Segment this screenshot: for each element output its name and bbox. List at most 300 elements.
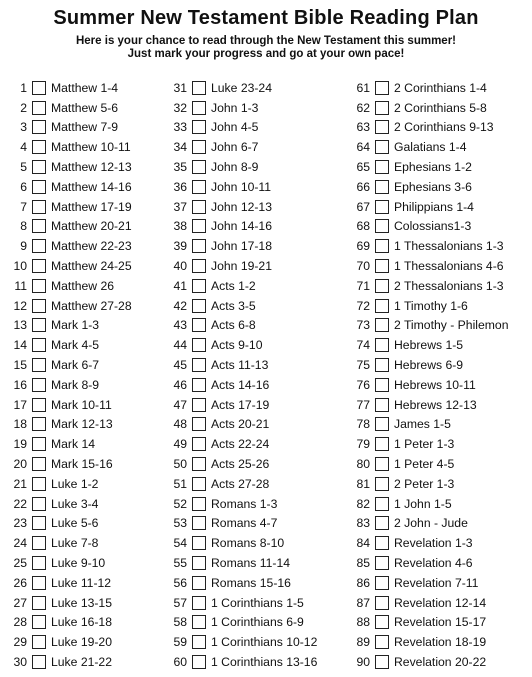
reading-label: Romans 1-3 xyxy=(211,496,278,511)
progress-checkbox[interactable] xyxy=(375,378,389,392)
progress-checkbox[interactable] xyxy=(375,497,389,511)
progress-checkbox[interactable] xyxy=(32,635,46,649)
progress-checkbox[interactable] xyxy=(375,259,389,273)
day-number: 13 xyxy=(13,318,27,333)
reading-label: 1 Thessalonians 4-6 xyxy=(394,259,504,274)
progress-checkbox[interactable] xyxy=(32,160,46,174)
progress-checkbox[interactable] xyxy=(192,615,206,629)
reading-row xyxy=(349,533,508,553)
progress-checkbox[interactable] xyxy=(192,437,206,451)
progress-checkbox[interactable] xyxy=(375,556,389,570)
day-number: 66 xyxy=(356,179,370,194)
day-number: 41 xyxy=(173,278,187,293)
reading-row xyxy=(349,157,508,177)
reading-row xyxy=(349,632,508,652)
reading-label: Revelation 15-17 xyxy=(394,615,487,630)
progress-checkbox[interactable] xyxy=(192,556,206,570)
reading-row xyxy=(349,434,508,454)
reading-row xyxy=(349,415,508,435)
reading-row xyxy=(349,118,508,138)
progress-checkbox[interactable] xyxy=(192,299,206,313)
progress-checkbox[interactable] xyxy=(375,615,389,629)
reading-row xyxy=(349,276,508,296)
reading-label: Acts 1-2 xyxy=(211,278,256,293)
day-number: 44 xyxy=(173,338,187,353)
reading-label: Hebrews 6-9 xyxy=(394,358,464,373)
day-number: 73 xyxy=(356,318,370,333)
reading-label: Ephesians 3-6 xyxy=(394,179,472,194)
day-number: 80 xyxy=(356,457,370,472)
reading-label: 1 John 1-5 xyxy=(394,496,452,511)
progress-checkbox[interactable] xyxy=(375,358,389,372)
reading-label: Luke 5-6 xyxy=(51,516,99,531)
day-number: 40 xyxy=(173,259,187,274)
progress-checkbox[interactable] xyxy=(375,635,389,649)
reading-row xyxy=(10,553,132,573)
reading-row xyxy=(165,177,317,197)
progress-checkbox[interactable] xyxy=(32,378,46,392)
page-title: Summer New Testament Bible Reading Plan xyxy=(53,7,479,29)
day-number: 42 xyxy=(173,298,187,313)
reading-label: Hebrews 10-11 xyxy=(394,377,476,392)
reading-row xyxy=(349,98,508,118)
reading-row xyxy=(165,137,317,157)
day-number: 63 xyxy=(356,120,370,135)
reading-row xyxy=(10,137,132,157)
reading-label: 1 Corinthians 6-9 xyxy=(211,615,304,630)
reading-row xyxy=(165,256,317,276)
reading-row xyxy=(10,474,132,494)
progress-checkbox[interactable] xyxy=(192,140,206,154)
day-number: 60 xyxy=(173,655,187,669)
reading-row xyxy=(349,355,508,375)
reading-row xyxy=(349,217,508,237)
day-number: 62 xyxy=(356,100,370,115)
reading-row xyxy=(165,157,317,177)
progress-checkbox[interactable] xyxy=(32,358,46,372)
reading-label: 2 Timothy - Philemon xyxy=(394,318,509,333)
reading-row xyxy=(165,434,317,454)
reading-row xyxy=(349,553,508,573)
progress-checkbox[interactable] xyxy=(192,596,206,610)
progress-checkbox[interactable] xyxy=(375,655,389,669)
reading-label: 2 Thessalonians 1-3 xyxy=(394,278,504,293)
day-number: 86 xyxy=(356,575,370,590)
reading-label: Matthew 1-4 xyxy=(51,80,119,95)
day-number: 52 xyxy=(173,496,187,511)
reading-label: Philippians 1-4 xyxy=(394,199,474,214)
progress-checkbox[interactable] xyxy=(32,417,46,431)
progress-checkbox[interactable] xyxy=(192,655,206,669)
reading-row xyxy=(165,236,317,256)
progress-checkbox[interactable] xyxy=(192,101,206,115)
progress-checkbox[interactable] xyxy=(375,279,389,293)
reading-label: Romans 11-14 xyxy=(211,556,291,571)
reading-row xyxy=(10,434,132,454)
progress-checkbox[interactable] xyxy=(32,536,46,550)
day-number: 83 xyxy=(356,516,370,531)
reading-label: John 19-21 xyxy=(211,259,272,274)
reading-row xyxy=(349,177,508,197)
progress-checkbox[interactable] xyxy=(192,259,206,273)
day-number: 67 xyxy=(356,199,370,214)
reading-row xyxy=(165,494,317,514)
reading-row xyxy=(349,395,508,415)
progress-checkbox[interactable] xyxy=(32,120,46,134)
progress-checkbox[interactable] xyxy=(192,477,206,491)
reading-label: Romans 8-10 xyxy=(211,536,285,551)
reading-row xyxy=(10,375,132,395)
reading-label: Mark 15-16 xyxy=(51,457,113,472)
reading-label: Acts 22-24 xyxy=(211,437,270,452)
reading-row xyxy=(10,256,132,276)
day-number: 64 xyxy=(356,140,370,155)
day-number: 26 xyxy=(13,575,27,590)
reading-label: Luke 9-10 xyxy=(51,556,106,571)
reading-row xyxy=(165,533,317,553)
progress-checkbox[interactable] xyxy=(375,477,389,491)
reading-row xyxy=(10,177,132,197)
day-number: 58 xyxy=(173,615,187,630)
day-number: 28 xyxy=(13,615,27,630)
progress-checkbox[interactable] xyxy=(32,200,46,214)
day-number: 3 xyxy=(20,120,27,135)
reading-row xyxy=(10,454,132,474)
day-number: 78 xyxy=(356,417,370,432)
reading-label: Luke 19-20 xyxy=(51,635,112,650)
progress-checkbox[interactable] xyxy=(192,120,206,134)
reading-label: Mark 4-5 xyxy=(51,338,100,353)
reading-row xyxy=(10,613,132,633)
reading-row xyxy=(165,573,317,593)
day-number: 36 xyxy=(173,179,187,194)
progress-checkbox[interactable] xyxy=(192,160,206,174)
reading-row xyxy=(165,197,317,217)
reading-label: 1 Timothy 1-6 xyxy=(394,298,468,313)
progress-checkbox[interactable] xyxy=(32,457,46,471)
reading-label: Acts 27-28 xyxy=(211,476,270,491)
reading-label: Matthew 5-6 xyxy=(51,100,119,115)
day-number: 1 xyxy=(20,80,27,95)
progress-checkbox[interactable] xyxy=(32,338,46,352)
subtitle-line-2: Just mark your progress and go at your own pace! xyxy=(127,48,405,60)
reading-label: 1 Corinthians 13-16 xyxy=(211,655,318,669)
progress-checkbox[interactable] xyxy=(192,378,206,392)
page-subtitle xyxy=(0,35,532,61)
reading-row xyxy=(10,573,132,593)
progress-checkbox[interactable] xyxy=(192,239,206,253)
reading-row xyxy=(165,632,317,652)
reading-label: Matthew 22-23 xyxy=(51,239,132,254)
progress-checkbox[interactable] xyxy=(375,101,389,115)
progress-checkbox[interactable] xyxy=(375,180,389,194)
progress-checkbox[interactable] xyxy=(375,299,389,313)
reading-label: Matthew 27-28 xyxy=(51,298,132,313)
reading-label: John 6-7 xyxy=(211,140,259,155)
reading-row xyxy=(10,217,132,237)
reading-row xyxy=(349,652,508,672)
progress-checkbox[interactable] xyxy=(32,596,46,610)
reading-row xyxy=(165,593,317,613)
day-number: 68 xyxy=(356,219,370,234)
progress-checkbox[interactable] xyxy=(375,318,389,332)
reading-row xyxy=(349,316,508,336)
reading-row xyxy=(349,494,508,514)
day-number: 2 xyxy=(20,100,27,115)
day-number: 59 xyxy=(173,635,187,650)
progress-checkbox[interactable] xyxy=(32,318,46,332)
reading-label: Mark 12-13 xyxy=(51,417,113,432)
progress-checkbox[interactable] xyxy=(32,101,46,115)
reading-row xyxy=(349,613,508,633)
day-number: 32 xyxy=(173,100,187,115)
reading-label: Luke 7-8 xyxy=(51,536,99,551)
day-number: 84 xyxy=(356,536,370,551)
progress-checkbox[interactable] xyxy=(375,417,389,431)
day-number: 21 xyxy=(13,476,27,491)
reading-row xyxy=(10,118,132,138)
reading-label: Romans 15-16 xyxy=(211,575,291,590)
progress-checkbox[interactable] xyxy=(375,457,389,471)
reading-row xyxy=(10,533,132,553)
reading-row xyxy=(165,98,317,118)
progress-checkbox[interactable] xyxy=(375,239,389,253)
progress-checkbox[interactable] xyxy=(375,200,389,214)
reading-row xyxy=(10,355,132,375)
reading-label: Hebrews 1-5 xyxy=(394,338,464,353)
progress-checkbox[interactable] xyxy=(375,160,389,174)
progress-checkbox[interactable] xyxy=(192,417,206,431)
reading-label: Revelation 4-6 xyxy=(394,556,473,571)
day-number: 71 xyxy=(356,278,370,293)
reading-row xyxy=(349,514,508,534)
reading-label: Luke 1-2 xyxy=(51,476,99,491)
reading-label: Acts 14-16 xyxy=(211,377,270,392)
reading-row xyxy=(165,118,317,138)
day-number: 45 xyxy=(173,358,187,373)
progress-checkbox[interactable] xyxy=(192,338,206,352)
reading-row xyxy=(10,652,132,672)
reading-row xyxy=(349,256,508,276)
reading-label: John 8-9 xyxy=(211,160,259,175)
reading-label: Revelation 20-22 xyxy=(394,655,487,669)
progress-checkbox[interactable] xyxy=(192,576,206,590)
day-number: 79 xyxy=(356,437,370,452)
progress-checkbox[interactable] xyxy=(32,615,46,629)
day-number: 25 xyxy=(13,556,27,571)
reading-label: Mark 14 xyxy=(51,437,96,452)
progress-checkbox[interactable] xyxy=(192,635,206,649)
progress-checkbox[interactable] xyxy=(375,576,389,590)
progress-checkbox[interactable] xyxy=(32,477,46,491)
progress-checkbox[interactable] xyxy=(192,200,206,214)
day-number: 70 xyxy=(356,259,370,274)
reading-row xyxy=(10,98,132,118)
progress-checkbox[interactable] xyxy=(32,556,46,570)
reading-label: Acts 6-8 xyxy=(211,318,256,333)
day-number: 34 xyxy=(173,140,187,155)
reading-row xyxy=(10,197,132,217)
reading-column-2 xyxy=(165,78,317,672)
reading-label: John 10-11 xyxy=(211,179,272,194)
progress-checkbox[interactable] xyxy=(32,655,46,669)
reading-label: Matthew 10-11 xyxy=(51,140,131,155)
progress-checkbox[interactable] xyxy=(32,239,46,253)
reading-row xyxy=(349,474,508,494)
reading-label: Romans 4-7 xyxy=(211,516,278,531)
day-number: 61 xyxy=(356,80,370,95)
progress-checkbox[interactable] xyxy=(32,497,46,511)
reading-row xyxy=(349,236,508,256)
day-number: 16 xyxy=(13,377,27,392)
day-number: 6 xyxy=(20,179,27,194)
reading-row xyxy=(349,137,508,157)
reading-row xyxy=(10,514,132,534)
progress-checkbox[interactable] xyxy=(375,140,389,154)
day-number: 82 xyxy=(356,496,370,511)
reading-row xyxy=(349,335,508,355)
progress-checkbox[interactable] xyxy=(32,279,46,293)
reading-label: Matthew 24-25 xyxy=(51,259,132,274)
progress-checkbox[interactable] xyxy=(375,437,389,451)
progress-checkbox[interactable] xyxy=(32,576,46,590)
reading-label: Galatians 1-4 xyxy=(394,140,467,155)
reading-label: Ephesians 1-2 xyxy=(394,160,472,175)
reading-row xyxy=(10,276,132,296)
reading-label: John 17-18 xyxy=(211,239,272,254)
day-number: 12 xyxy=(13,298,27,313)
reading-label: Mark 6-7 xyxy=(51,358,100,373)
reading-label: Luke 3-4 xyxy=(51,496,99,511)
progress-checkbox[interactable] xyxy=(192,398,206,412)
reading-label: Revelation 18-19 xyxy=(394,635,487,650)
reading-label: Acts 20-21 xyxy=(211,417,270,432)
reading-label: John 1-3 xyxy=(211,100,259,115)
day-number: 15 xyxy=(13,358,27,373)
reading-label: Luke 21-22 xyxy=(51,655,112,669)
reading-label: 1 Peter 1-3 xyxy=(394,437,455,452)
day-number: 43 xyxy=(173,318,187,333)
day-number: 87 xyxy=(356,595,370,610)
reading-label: Matthew 26 xyxy=(51,278,115,293)
reading-label: Luke 23-24 xyxy=(211,80,272,95)
progress-checkbox[interactable] xyxy=(192,81,206,95)
reading-row xyxy=(165,454,317,474)
day-number: 39 xyxy=(173,239,187,254)
day-number: 31 xyxy=(173,80,187,95)
day-number: 33 xyxy=(173,120,187,135)
reading-row xyxy=(165,474,317,494)
progress-checkbox[interactable] xyxy=(32,140,46,154)
reading-label: Acts 3-5 xyxy=(211,298,256,313)
progress-checkbox[interactable] xyxy=(32,516,46,530)
progress-checkbox[interactable] xyxy=(375,398,389,412)
progress-checkbox[interactable] xyxy=(375,596,389,610)
progress-checkbox[interactable] xyxy=(32,259,46,273)
reading-column-1 xyxy=(10,78,132,672)
reading-row xyxy=(165,335,317,355)
reading-label: Mark 1-3 xyxy=(51,318,100,333)
progress-checkbox[interactable] xyxy=(375,338,389,352)
day-number: 56 xyxy=(173,575,187,590)
reading-label: John 14-16 xyxy=(211,219,272,234)
reading-row xyxy=(165,652,317,672)
progress-checkbox[interactable] xyxy=(32,219,46,233)
day-number: 65 xyxy=(356,160,370,175)
day-number: 10 xyxy=(13,259,27,274)
reading-label: 1 Peter 4-5 xyxy=(394,457,455,472)
reading-row xyxy=(10,335,132,355)
reading-label: 2 John - Jude xyxy=(394,516,468,531)
reading-label: Matthew 7-9 xyxy=(51,120,119,135)
reading-label: Luke 13-15 xyxy=(51,595,112,610)
day-number: 54 xyxy=(173,536,187,551)
progress-checkbox[interactable] xyxy=(192,516,206,530)
progress-checkbox[interactable] xyxy=(192,219,206,233)
reading-label: Matthew 12-13 xyxy=(51,160,132,175)
day-number: 49 xyxy=(173,437,187,452)
reading-row xyxy=(10,236,132,256)
reading-row xyxy=(10,632,132,652)
progress-checkbox[interactable] xyxy=(192,358,206,372)
day-number: 29 xyxy=(13,635,27,650)
day-number: 11 xyxy=(14,278,27,293)
reading-label: James 1-5 xyxy=(394,417,451,432)
day-number: 89 xyxy=(356,635,370,650)
progress-checkbox[interactable] xyxy=(375,120,389,134)
progress-checkbox[interactable] xyxy=(32,437,46,451)
progress-checkbox[interactable] xyxy=(375,516,389,530)
reading-row xyxy=(349,296,508,316)
reading-row xyxy=(10,296,132,316)
day-number: 22 xyxy=(13,496,27,511)
progress-checkbox[interactable] xyxy=(192,497,206,511)
day-number: 4 xyxy=(20,140,27,155)
progress-checkbox[interactable] xyxy=(32,81,46,95)
progress-checkbox[interactable] xyxy=(32,299,46,313)
progress-checkbox[interactable] xyxy=(375,536,389,550)
progress-checkbox[interactable] xyxy=(192,536,206,550)
reading-label: Revelation 7-11 xyxy=(394,575,479,590)
reading-row xyxy=(10,593,132,613)
reading-row xyxy=(349,573,508,593)
progress-checkbox[interactable] xyxy=(192,457,206,471)
reading-label: 2 Corinthians 9-13 xyxy=(394,120,494,135)
progress-checkbox[interactable] xyxy=(192,318,206,332)
day-number: 69 xyxy=(356,239,370,254)
day-number: 51 xyxy=(173,476,187,491)
day-number: 9 xyxy=(20,239,27,254)
reading-label: Matthew 17-19 xyxy=(51,199,132,214)
day-number: 35 xyxy=(173,160,187,175)
reading-row xyxy=(165,375,317,395)
reading-row xyxy=(349,375,508,395)
progress-checkbox[interactable] xyxy=(375,81,389,95)
reading-row xyxy=(165,553,317,573)
progress-checkbox[interactable] xyxy=(32,398,46,412)
day-number: 23 xyxy=(13,516,27,531)
progress-checkbox[interactable] xyxy=(192,279,206,293)
day-number: 30 xyxy=(13,655,27,669)
reading-row xyxy=(165,395,317,415)
progress-checkbox[interactable] xyxy=(375,219,389,233)
reading-label: Colossians1-3 xyxy=(394,219,472,234)
day-number: 81 xyxy=(356,476,370,491)
progress-checkbox[interactable] xyxy=(32,180,46,194)
day-number: 8 xyxy=(20,219,27,234)
reading-row xyxy=(10,78,132,98)
progress-checkbox[interactable] xyxy=(192,180,206,194)
